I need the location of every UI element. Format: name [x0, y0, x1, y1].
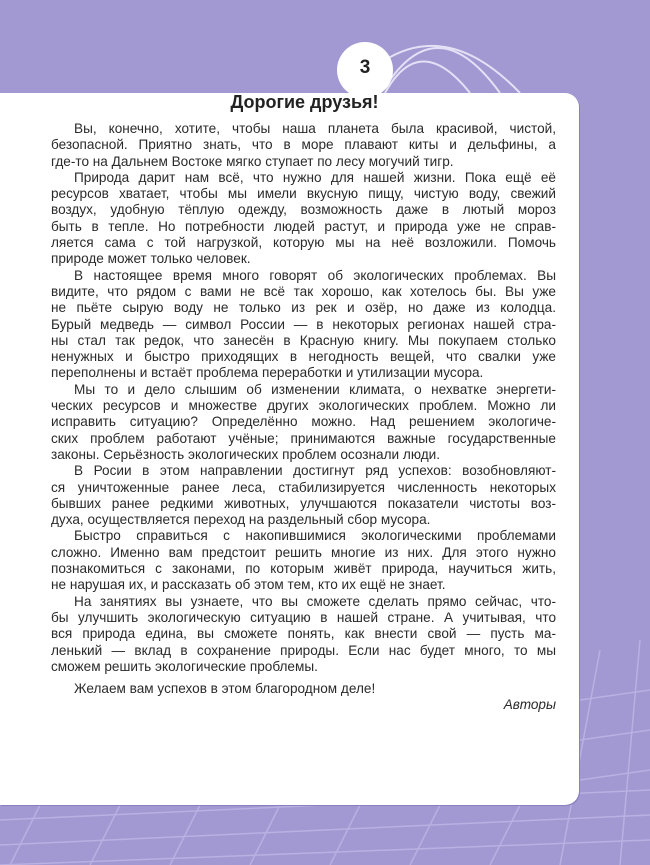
text-line: не пьёте сырую воду не только из рек и озёр, но даже из колодца. — [51, 300, 556, 316]
text-line: природе может только человек. — [51, 251, 251, 267]
text-line: бывших ранее редкими животных, улучшаются показатели чистоты воз- — [51, 495, 556, 511]
text-line: воздух, удобную тёплую одежду, возможность даже в лютый мороз — [51, 202, 556, 218]
text-line: ненужных и быстро приходящих в негодность вещей, что свалки уже — [51, 349, 556, 365]
paragraph — [51, 528, 556, 593]
signature: Авторы — [503, 697, 556, 713]
text-line: Мы то и дело слышим об изменении климата, о нехватке энергети- — [74, 381, 556, 397]
text-line: бы улучшить экологическую ситуацию в нашей стране. А учитывая, что — [51, 609, 556, 625]
text-line: Природа дарит нам всё, что нужно для нашей жизни. Пока ещё её — [74, 169, 556, 185]
text-line: вся природа едина, вы сможете понять, как внести свой — пусть ма- — [51, 626, 556, 642]
text-line: На занятиях вы узнаете, что вы сможете сделать прямо сейчас, что- — [74, 593, 556, 609]
paragraph — [51, 382, 556, 463]
text-line: Быстро справиться с накопившимися экологическими проблемами — [74, 528, 556, 544]
text-line: ляется сама с той нагрузкой, которую мы на неё возложили. Помочь — [51, 235, 556, 251]
page-title: Дорогие друзья! — [230, 92, 379, 112]
text-line: ческих ресурсов и множестве других экологических проблем. Можно ли — [51, 398, 556, 414]
text-line: В Росии в этом направлении достигнут ряд успехов: возобновляют- — [74, 463, 556, 479]
paragraph — [51, 121, 556, 170]
text-line: духа, осуществляется переход на раздельный сбор мусора. — [51, 512, 431, 528]
text-line: законы. Серьёзность экологических проблем осознали люди. — [51, 446, 441, 462]
page-number: 3 — [337, 42, 393, 98]
text-line: ленький — вклад в сохранение природы. Если нас будет много, то мы — [51, 642, 556, 658]
text-line: ны стал так редок, что занесён в Красную книгу. Мы покупаем столько — [51, 332, 556, 348]
text-line: безопасной. Приятно знать, что в море плавают киты и дельфины, а — [51, 137, 556, 153]
arc-lines-decoration — [385, 46, 520, 93]
text-line: В настоящее время много говорят об экологических проблемах. Вы — [74, 267, 556, 283]
text-line: переполнены и встаёт проблема переработки и утилизации мусора. — [51, 365, 484, 381]
letter-body — [51, 121, 556, 714]
text-line: видите, что рядом с вами не всё так хорошо, как хотелось бы. Вы уже — [51, 283, 556, 299]
closing-line: Желаем вам успехов в этом благородном деле! — [74, 681, 376, 697]
text-line: быть в тепле. Но потребности людей растут, и природа уже не справ- — [51, 218, 556, 234]
text-line: где-то на Дальнем Востоке мягко ступает по лесу могучий тигр. — [51, 153, 454, 169]
text-line: не нарушая их, и рассказать об этом тем, кто их ещё не знает. — [51, 577, 446, 593]
text-line: Бурый медведь — символ России — в некоторых регионах нашей стра- — [51, 316, 556, 332]
text-line: ся уничтоженные ранее леса, стабилизируется численность некоторых — [51, 479, 556, 495]
paragraph — [51, 170, 556, 268]
text-line: ских проблем работают учёные; принимаются важные государственные — [51, 430, 556, 446]
text-line: сможем решить экологические проблемы. — [51, 658, 318, 674]
paragraph — [51, 268, 556, 382]
text-line: познакомиться с законами, по которым живёт природа, научиться жить, — [51, 561, 556, 577]
text-line: сложно. Именно вам предстоит решить многие из них. Для этого нужно — [51, 544, 556, 560]
text-line: исправить ситуацию? Определённо можно. Над решением экологиче- — [51, 414, 556, 430]
text-line: ресурсов хватает, чтобы мы имели вкусную пищу, чистую воду, свежий — [51, 186, 556, 202]
paragraph — [51, 463, 556, 528]
paragraph — [51, 594, 556, 675]
text-line: Вы, конечно, хотите, чтобы наша планета была красивой, чистой, — [74, 121, 556, 136]
